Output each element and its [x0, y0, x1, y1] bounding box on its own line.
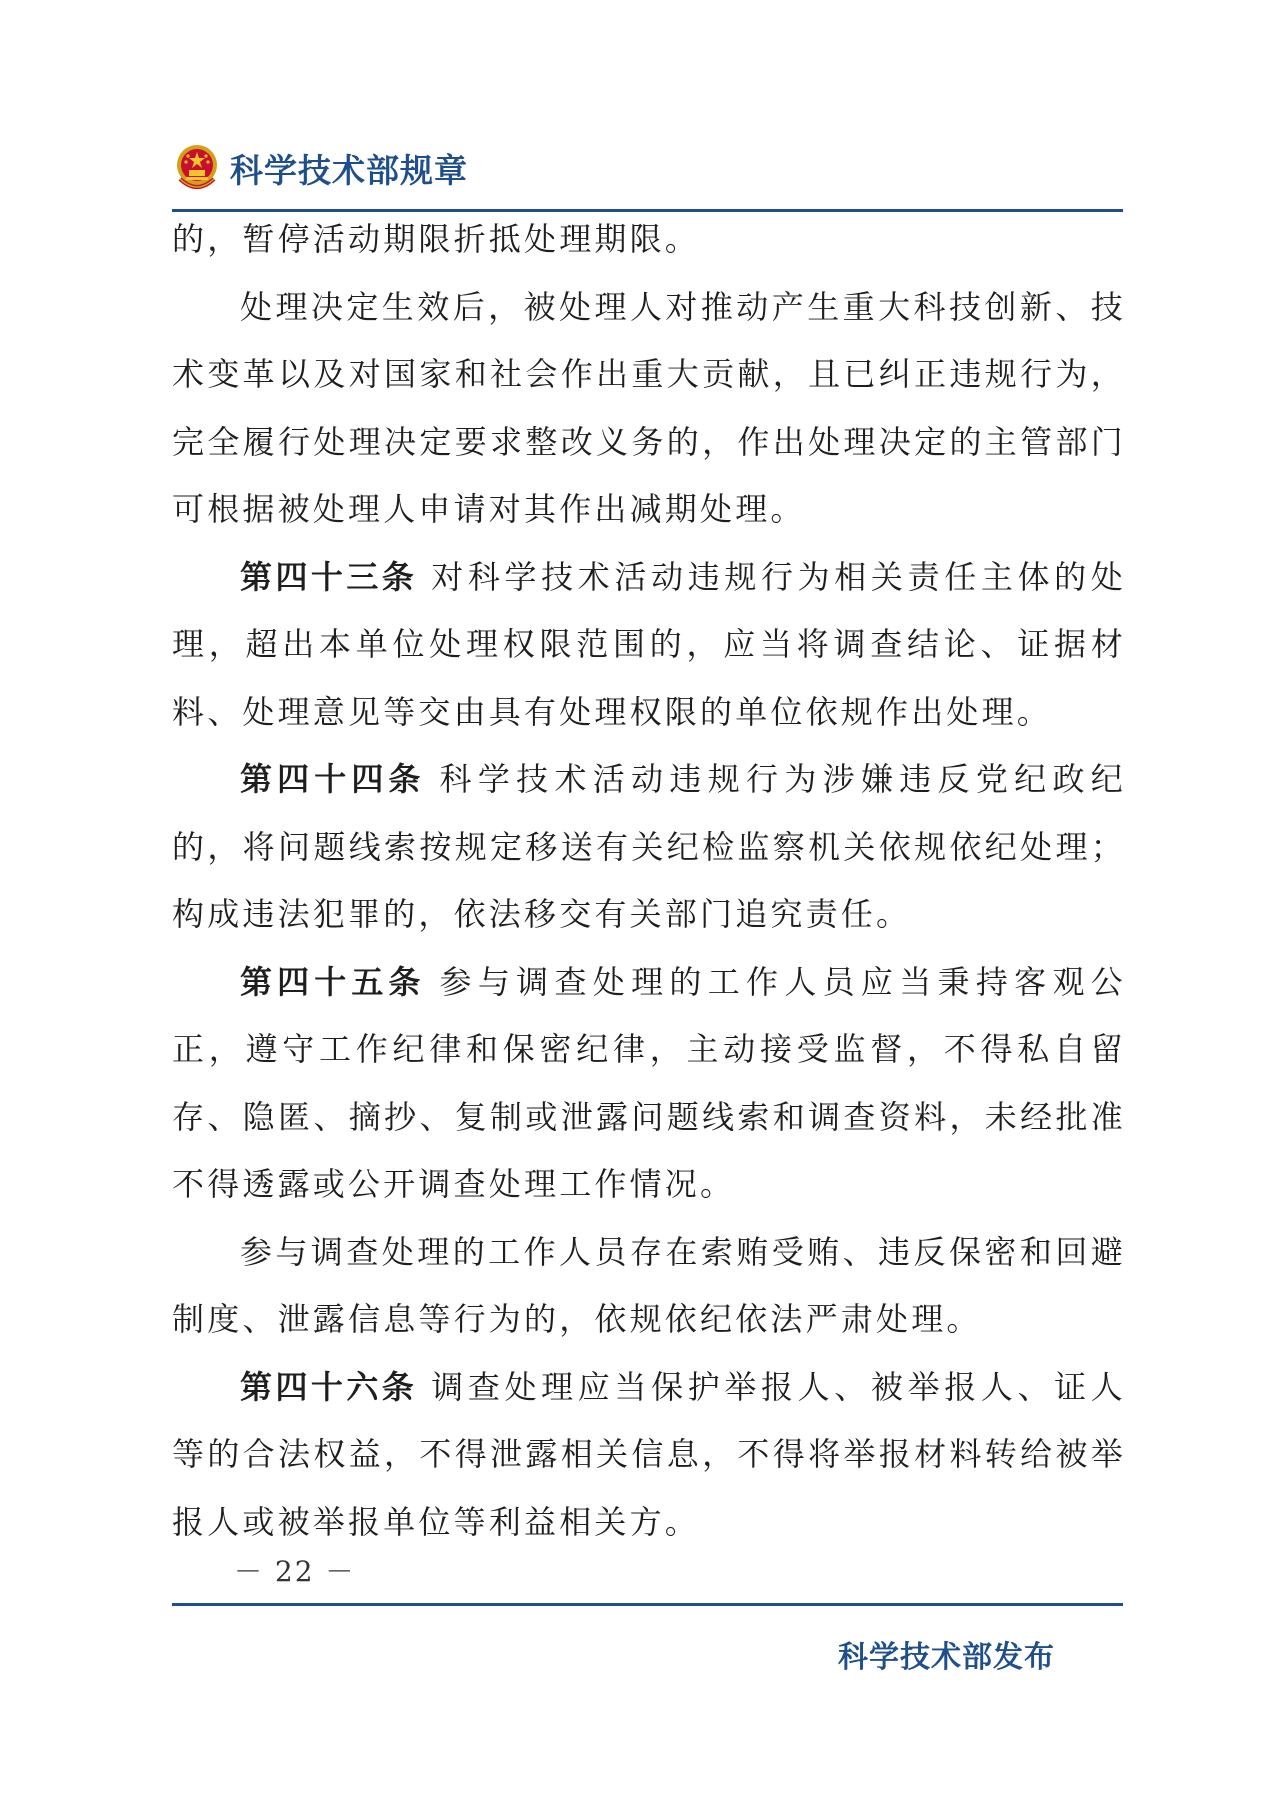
document-body [172, 206, 1126, 1556]
article-number: 第四十三条 [240, 557, 418, 596]
national-emblem-icon [174, 143, 220, 193]
article-paragraph [172, 1354, 1126, 1557]
article-number: 第四十四条 [240, 760, 426, 798]
article-paragraph [172, 746, 1126, 949]
article-paragraph [172, 544, 1126, 747]
page-header [174, 140, 468, 196]
paragraph-text: 对科学技术活动违规行为相关责任主体的处理，超出本单位处理权限范围的，应当将调查结论、证据材料、处理意见等交由具有处理权限的单位依规作出处理。 [172, 557, 1126, 731]
paragraph-continuation [172, 206, 1126, 274]
paragraph-text: 科学技术活动违规行为涉嫌违反党纪政纪的，将问题线索按规定移送有关纪检监察机关依规依纪处理；构成违法犯罪的，依法移交有关部门追究责任。 [172, 760, 1126, 933]
paragraph [172, 274, 1126, 544]
paragraph-text: 处理决定生效后，被处理人对推动产生重大科技创新、技术变革以及对国家和社会作出重大贡献，且已纠正违规行为，完全履行处理决定要求整改义务的，作出处理决定的主管部门可根据被处理人申请对其作出减期处理。 [172, 287, 1126, 528]
paragraph-text: 调查处理应当保护举报人、被举报人、证人等的合法权益，不得泄露相关信息，不得将举报材料转给被举报人或被举报单位等利益相关方。 [172, 1367, 1126, 1541]
article-paragraph [172, 949, 1126, 1219]
paragraph-text: 参与调查处理的工作人员应当秉持客观公正，遵守工作纪律和保密纪律，主动接受监督，不得私自留存、隐匿、摘抄、复制或泄露问题线索和调查资料，未经批准不得透露或公开调查处理工作情况。 [172, 962, 1126, 1203]
article-number: 第四十六条 [240, 1367, 418, 1406]
document-series-title: 科学技术部规章 [230, 150, 468, 190]
publisher-label: 科学技术部发布 [838, 1640, 1055, 1675]
footer-divider [172, 1603, 1123, 1606]
article-number: 第四十五条 [240, 962, 426, 1001]
paragraph [172, 1219, 1126, 1354]
paragraph-text: 的，暂停活动期限折抵处理期限。 [172, 220, 701, 258]
paragraph-text: 参与调查处理的工作人员存在索贿受贿、违反保密和回避制度、泄露信息等行为的，依规依纪依法严肃处理。 [172, 1232, 1126, 1338]
page-number: － 22 － [234, 1555, 356, 1588]
